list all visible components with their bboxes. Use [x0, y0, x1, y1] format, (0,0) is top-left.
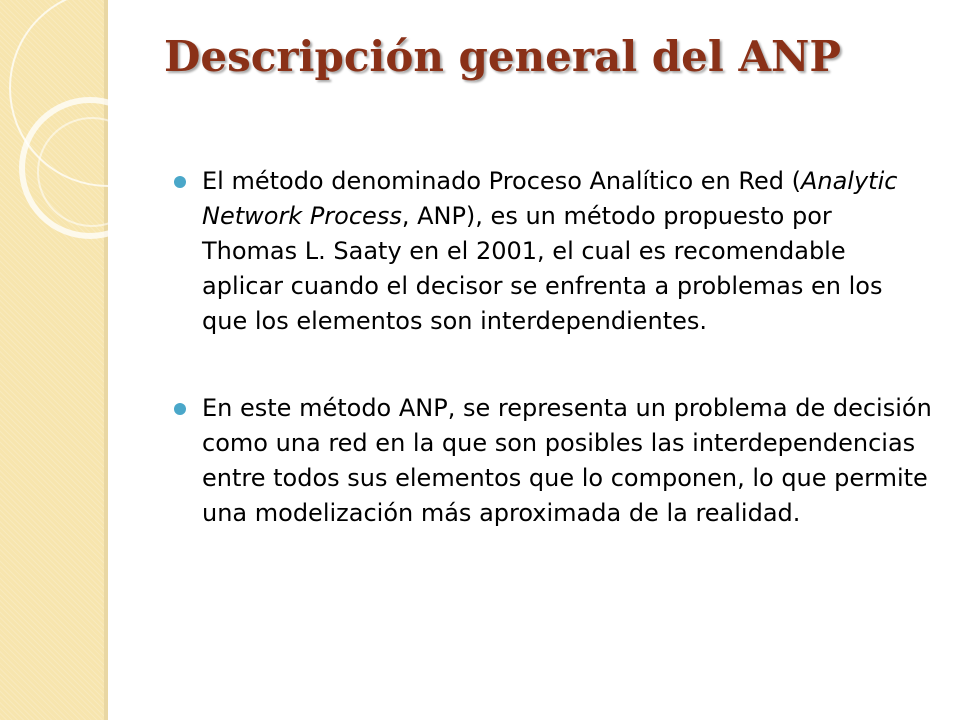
- slide-content: [164, 164, 934, 531]
- bullet-text-part: , ANP), es un método propuesto por Thomas L. Saaty en el 2001, el cual es recomendable aplicar cuando el decisor se enfrenta a problemas en los que los elementos son interdependientes.: [202, 202, 883, 335]
- bullet-dot-icon: [174, 403, 186, 415]
- bullet-text-italic: Analytic Network Process: [202, 167, 898, 230]
- bullet-text-part: El método denominado Proceso Analítico en Red (: [202, 167, 801, 195]
- bullet-dot-icon: [174, 176, 186, 188]
- side-band-edge: [104, 0, 108, 720]
- bullet-text: En este método ANP, se representa un problema de decisión como una red en la que son posibles las interdependencias entre todos sus elementos que lo componen, lo que permite una modelización más aproximada de la realidad.: [202, 394, 932, 527]
- bullet-item-anp-definition: [164, 164, 934, 339]
- decorative-side-band: [0, 0, 104, 720]
- slide-title: Descripción general del ANP: [164, 32, 842, 81]
- bullet-item-anp-network: [164, 391, 934, 531]
- bullet-text: [202, 167, 897, 335]
